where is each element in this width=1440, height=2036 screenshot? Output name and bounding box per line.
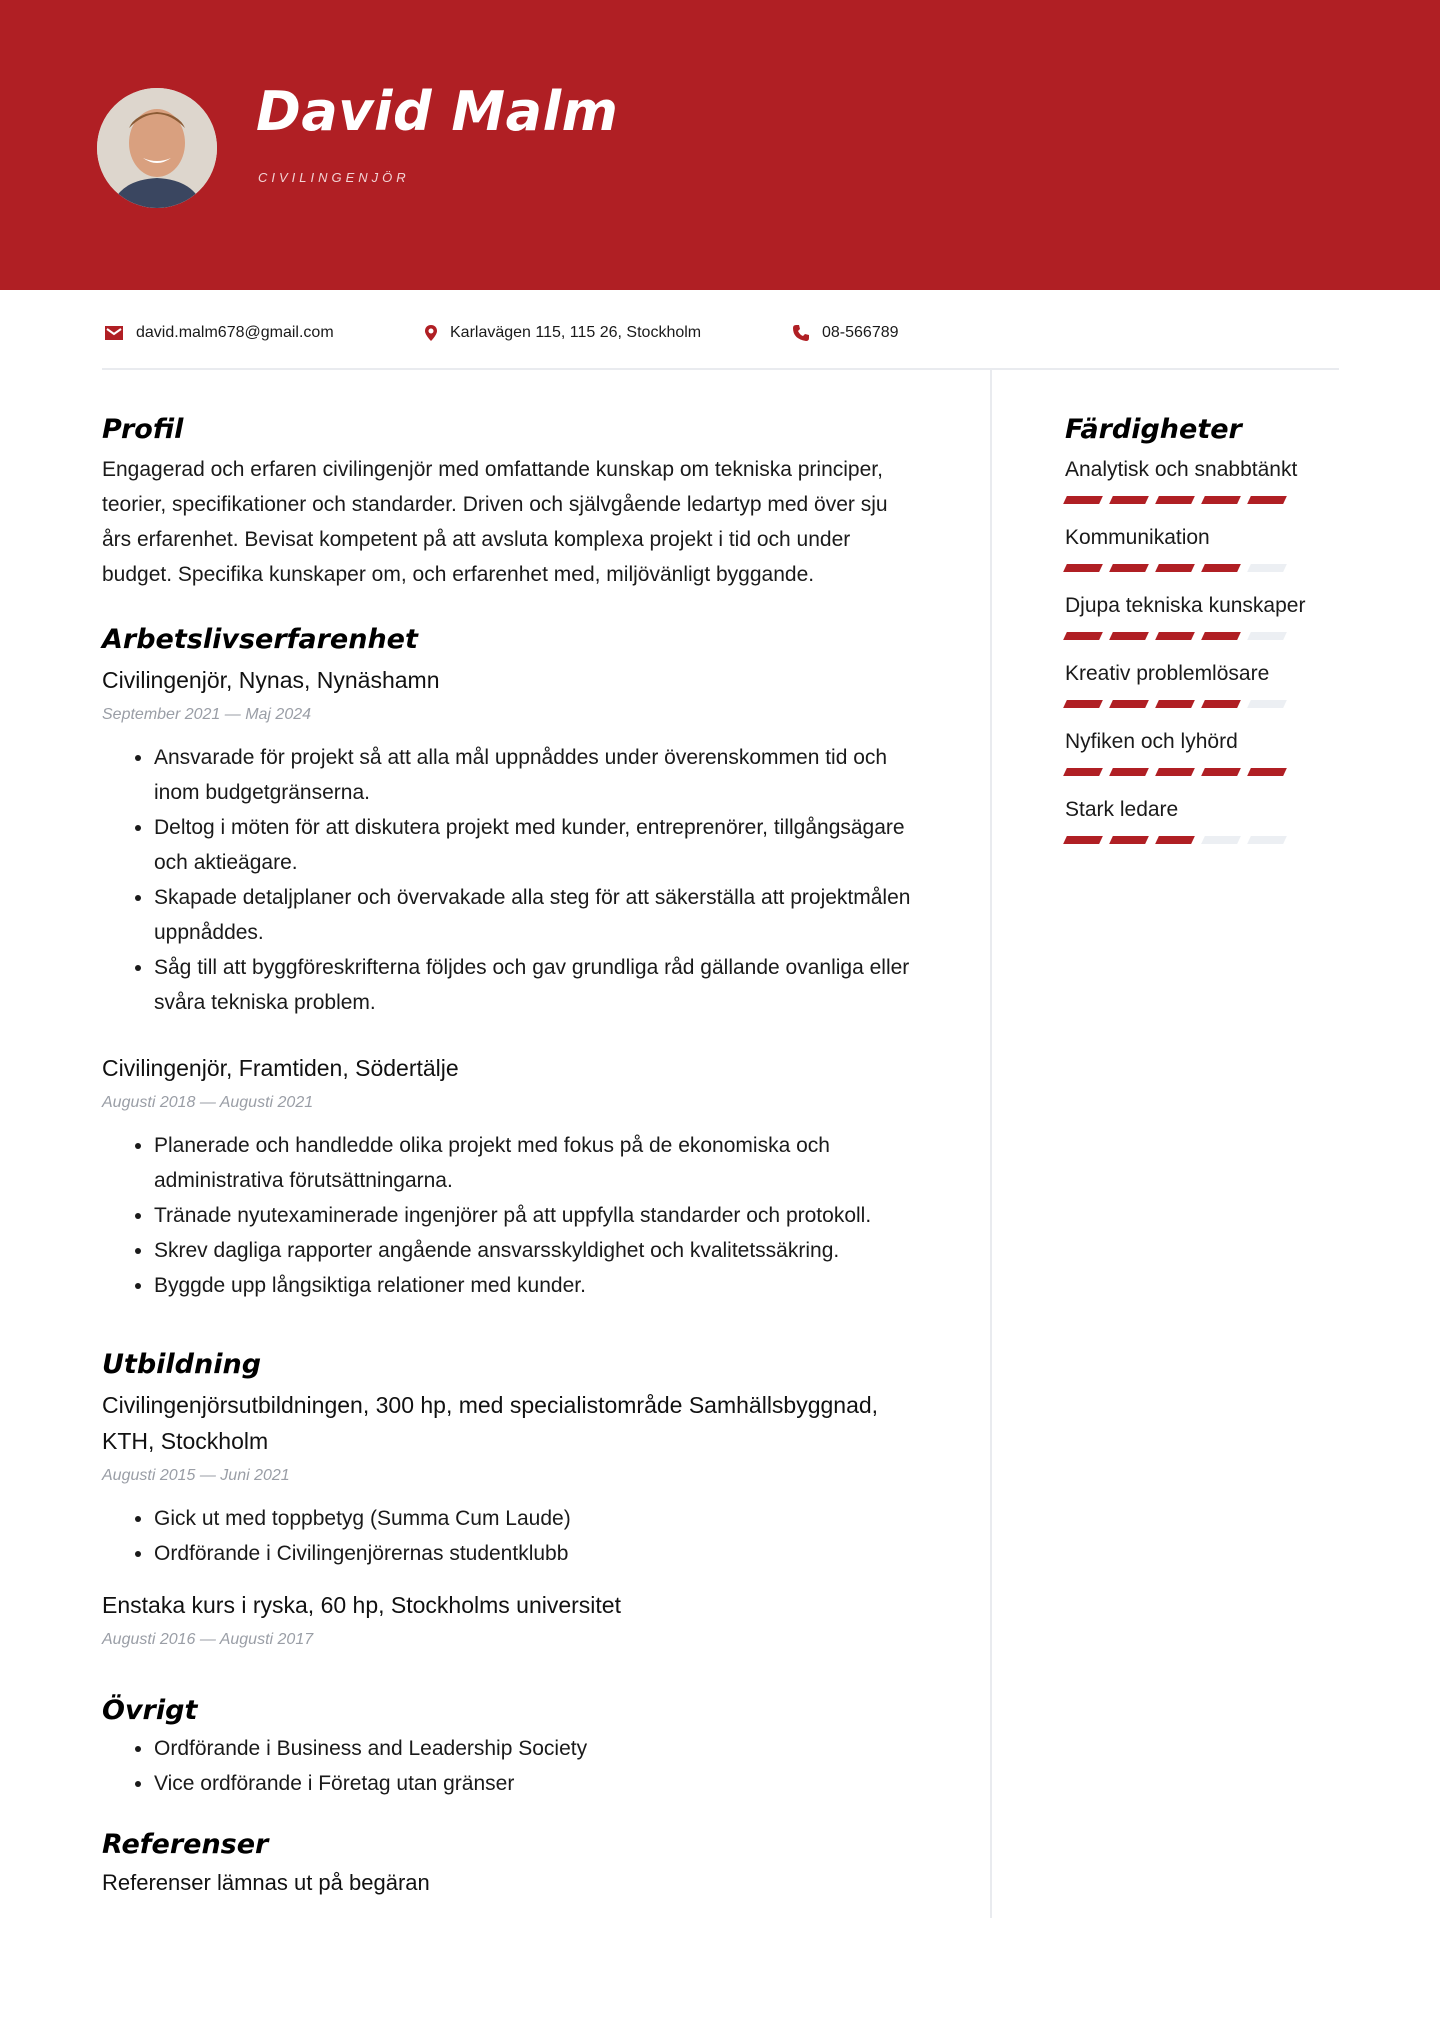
skills-column — [1065, 410, 1365, 864]
skill-level-bar — [1065, 632, 1365, 640]
section-heading-other: Övrigt — [102, 1695, 198, 1726]
skills-list — [1065, 456, 1365, 844]
education-title-line: KTH, Stockholm — [102, 1428, 269, 1454]
skill-level-segment-filled — [1109, 768, 1149, 776]
phone-icon — [792, 324, 810, 342]
section-heading-skills: Färdigheter — [1065, 414, 1242, 445]
skill-level-segment-filled — [1201, 632, 1241, 640]
profile-section — [102, 410, 932, 592]
skill-level-segment-filled — [1063, 768, 1103, 776]
education-entry-bullets — [102, 1501, 932, 1571]
contact-email[interactable] — [104, 318, 334, 348]
address-text: Karlavägen 115, 115 26, Stockholm — [450, 324, 702, 341]
list-item: • Byggde upp långsiktiga relationer med kunder. — [154, 1268, 932, 1303]
avatar — [97, 88, 217, 208]
education-entry-dates: Augusti 2015 — Juni 2021 — [102, 1467, 290, 1484]
skill-level-segment-filled — [1109, 836, 1149, 844]
list-item: • Deltog i möten för att diskutera projekt med kunder, entreprenörer, tillgångsägare och aktieägare. — [154, 810, 932, 880]
job-entry — [102, 662, 932, 1020]
job-entry-bullets — [102, 1128, 932, 1303]
skill-level-bar — [1065, 564, 1365, 572]
education-entry — [102, 1587, 932, 1653]
profile-photo-icon — [97, 88, 217, 208]
education-entry — [102, 1387, 932, 1571]
job-entry-title: Civilingenjör, Framtiden, Södertälje — [102, 1055, 459, 1081]
mail-icon — [104, 325, 124, 341]
skill-item — [1065, 728, 1365, 776]
skill-level-segment-filled — [1063, 836, 1103, 844]
skill-level-bar — [1065, 768, 1365, 776]
skill-level-segment-filled — [1155, 768, 1195, 776]
column-divider — [990, 370, 992, 1918]
email-text: david.malm678@gmail.com — [136, 324, 334, 341]
experience-section — [102, 620, 932, 1303]
location-pin-icon — [424, 324, 438, 342]
contact-phone[interactable] — [792, 318, 899, 348]
references-text: Referenser lämnas ut på begäran — [102, 1870, 430, 1895]
profile-text — [102, 452, 932, 592]
skill-level-segment-filled — [1155, 632, 1195, 640]
list-item: • Ordförande i Civilingenjörernas studentklubb — [154, 1536, 932, 1571]
skill-level-bar — [1065, 836, 1365, 844]
skill-level-segment-empty — [1247, 836, 1287, 844]
skill-level-segment-filled — [1155, 496, 1195, 504]
job-entry — [102, 1050, 932, 1303]
skill-item — [1065, 592, 1365, 640]
skill-level-bar — [1065, 700, 1365, 708]
skill-name: Djupa tekniska kunskaper — [1065, 594, 1306, 617]
skill-name: Stark ledare — [1065, 798, 1179, 821]
job-entry-bullets — [102, 740, 932, 1020]
skill-level-segment-empty — [1247, 564, 1287, 572]
skill-level-segment-filled — [1155, 700, 1195, 708]
skill-level-segment-filled — [1109, 496, 1149, 504]
references-section — [102, 1825, 932, 1901]
profile-line: budget. Specifika kunskaper om, och erfarenhet med, miljövänligt byggande. — [102, 563, 815, 586]
education-entry-title — [102, 1387, 932, 1459]
skill-level-segment-filled — [1201, 700, 1241, 708]
skill-level-segment-filled — [1201, 768, 1241, 776]
job-title: CIVILINGENJÖR — [258, 170, 410, 185]
other-bullets — [102, 1731, 932, 1801]
other-section — [102, 1691, 932, 1801]
list-item: • Ordförande i Business and Leadership Society — [154, 1731, 932, 1766]
profile-line: teorier, specifikationer och standarder. Driven och självgående ledartyp med över sju — [102, 493, 888, 516]
contact-address — [424, 318, 701, 348]
skill-name: Nyfiken och lyhörd — [1065, 730, 1238, 753]
skill-name: Kreativ problemlösare — [1065, 662, 1270, 685]
section-heading-references: Referenser — [102, 1829, 269, 1860]
skill-level-segment-filled — [1063, 700, 1103, 708]
education-title-line: Civilingenjörsutbildningen, 300 hp, med specialistområde Samhällsbyggnad, — [102, 1392, 879, 1418]
skill-level-segment-filled — [1109, 632, 1149, 640]
phone-text: 08-566789 — [822, 324, 899, 341]
skill-level-segment-filled — [1247, 768, 1287, 776]
section-heading-profile: Profil — [102, 414, 184, 445]
job-entry-title: Civilingenjör, Nynas, Nynäshamn — [102, 667, 440, 693]
skill-level-segment-filled — [1063, 564, 1103, 572]
skill-level-segment-filled — [1109, 564, 1149, 572]
skill-level-segment-filled — [1155, 836, 1195, 844]
skill-level-segment-empty — [1247, 700, 1287, 708]
skill-item — [1065, 524, 1365, 572]
profile-line: års erfarenhet. Bevisat kompetent på att avsluta komplexa projekt i tid och under — [102, 528, 851, 551]
header-divider — [102, 368, 1339, 370]
person-name: David Malm — [256, 80, 619, 143]
section-heading-education: Utbildning — [102, 1349, 262, 1380]
skill-item — [1065, 796, 1365, 844]
skill-item — [1065, 660, 1365, 708]
education-entry-dates: Augusti 2016 — Augusti 2017 — [102, 1631, 314, 1648]
job-entry-dates: Augusti 2018 — Augusti 2021 — [102, 1094, 314, 1111]
list-item: • Ansvarade för projekt så att alla mål uppnåddes under överenskommen tid och inom budgetgränserna. — [154, 740, 932, 810]
skill-level-segment-filled — [1109, 700, 1149, 708]
list-item: • Såg till att byggföreskrifterna följdes och gav grundliga råd gällande ovanliga eller svåra tekniska problem. — [154, 950, 932, 1020]
list-item: • Planerade och handledde olika projekt med fokus på de ekonomiska och administrativa förutsättningarna. — [154, 1128, 932, 1198]
list-item: • Tränade nyutexaminerade ingenjörer på att uppfylla standarder och protokoll. — [154, 1198, 932, 1233]
skill-level-segment-empty — [1201, 836, 1241, 844]
skill-level-segment-filled — [1155, 564, 1195, 572]
header-banner — [0, 0, 1440, 290]
education-entry-title: Enstaka kurs i ryska, 60 hp, Stockholms universitet — [102, 1592, 621, 1618]
skill-level-segment-filled — [1063, 632, 1103, 640]
list-item: • Skrev dagliga rapporter angående ansvarsskyldighet och kvalitetssäkring. — [154, 1233, 932, 1268]
skill-level-segment-empty — [1247, 632, 1287, 640]
skill-name: Analytisk och snabbtänkt — [1065, 458, 1298, 481]
main-column — [102, 410, 932, 1901]
skill-level-segment-filled — [1201, 496, 1241, 504]
skill-level-bar — [1065, 496, 1365, 504]
list-item: • Vice ordförande i Företag utan gränser — [154, 1766, 932, 1801]
skill-name: Kommunikation — [1065, 526, 1210, 549]
profile-line: Engagerad och erfaren civilingenjör med omfattande kunskap om tekniska principer, — [102, 458, 883, 481]
list-item: • Gick ut med toppbetyg (Summa Cum Laude) — [154, 1501, 932, 1536]
skill-level-segment-filled — [1063, 496, 1103, 504]
skill-level-segment-filled — [1201, 564, 1241, 572]
skill-level-segment-filled — [1247, 496, 1287, 504]
education-section — [102, 1345, 932, 1653]
skill-item — [1065, 456, 1365, 504]
job-entry-dates: September 2021 — Maj 2024 — [102, 706, 312, 723]
section-heading-experience: Arbetslivserfarenhet — [102, 624, 418, 655]
list-item: • Skapade detaljplaner och övervakade alla steg för att säkerställa att projektmålen uppnåddes. — [154, 880, 932, 950]
